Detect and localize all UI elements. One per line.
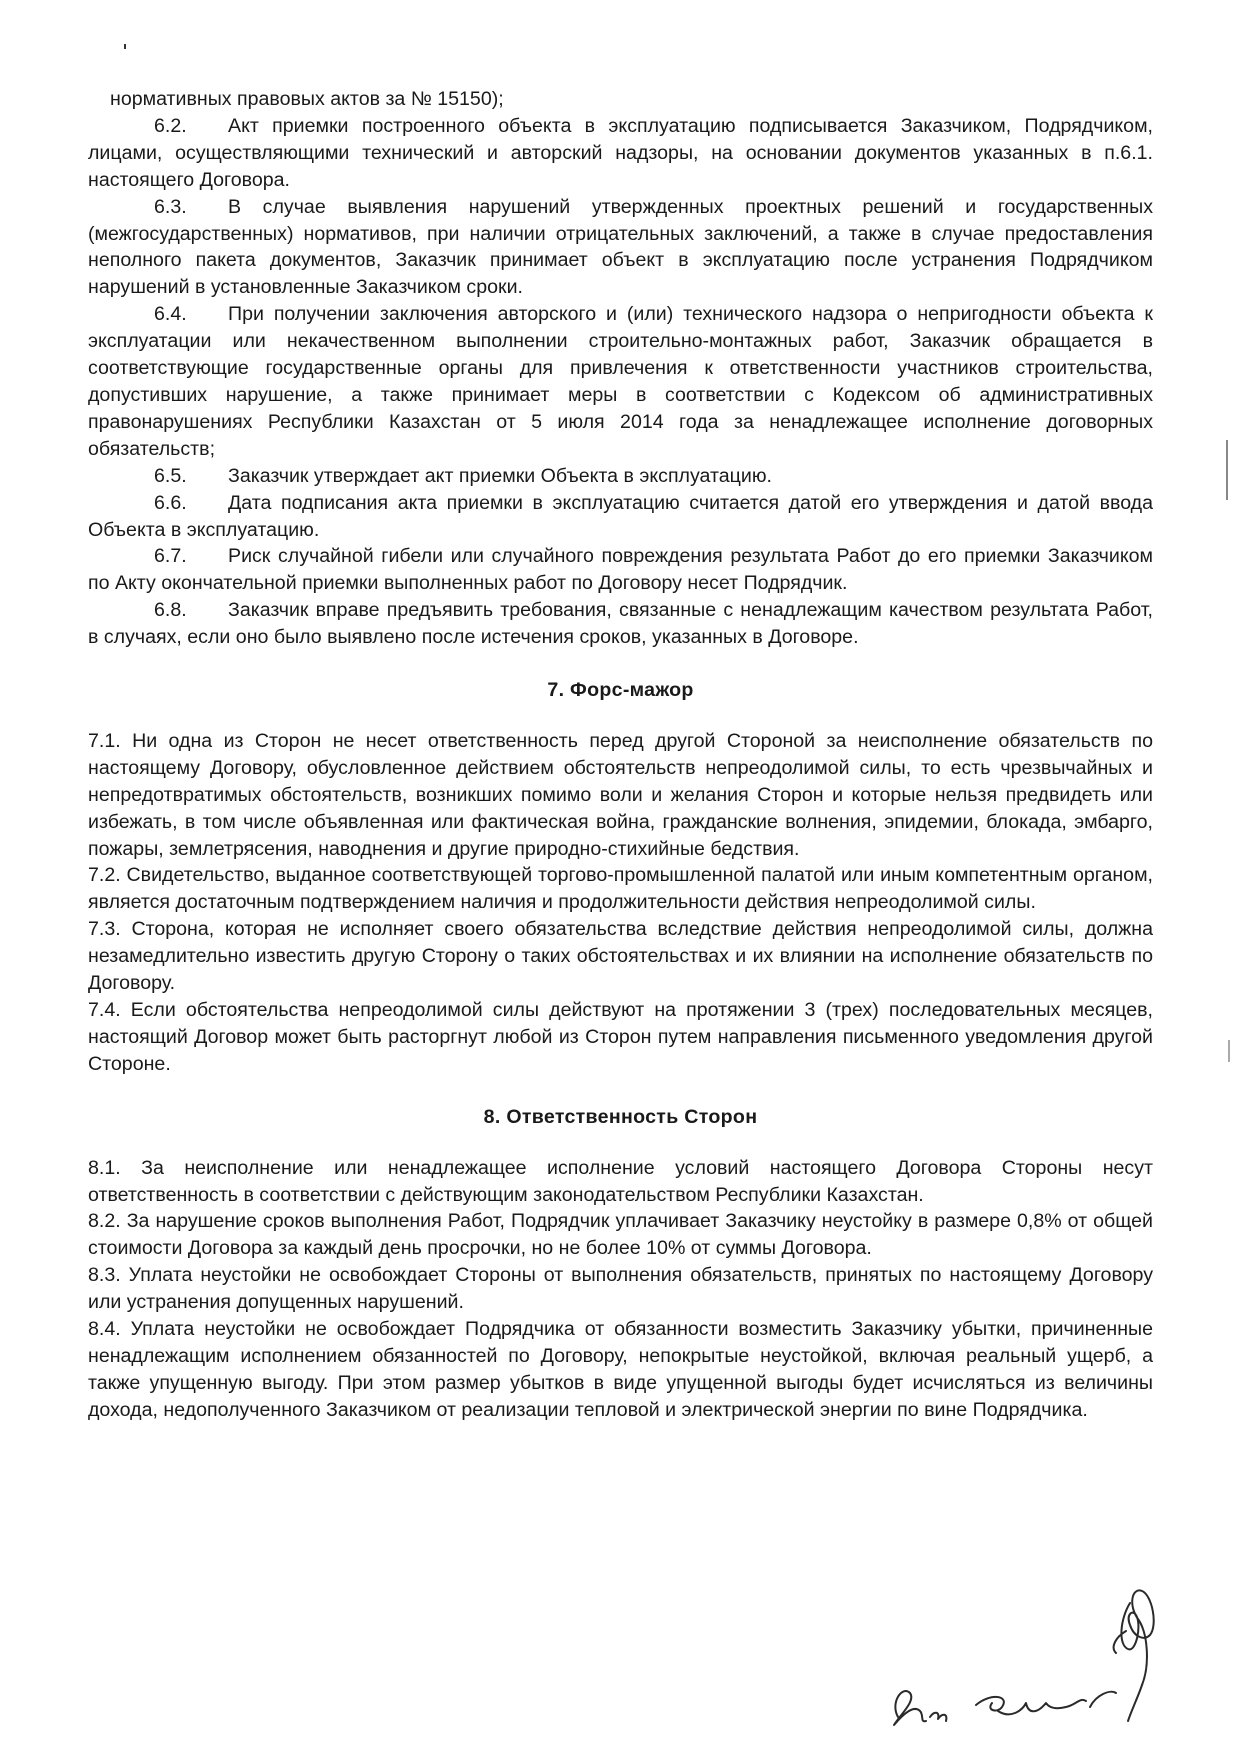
scan-mark: [1228, 1040, 1230, 1062]
clause-6-8: [88, 597, 1153, 651]
clause-text: Акт приемки построенного объекта в эксплуатацию подписывается Заказчиком, Подрядчиком, лицами, осуществляющими технический и авторский надзоры, на основании документов указанных в п.6.1. настоящего Договора.: [88, 114, 1153, 191]
clause-text: При получении заключения авторского и (или) технического надзора о непригодности объекта к эксплуатации или некачественном выполнении строительно-монтажных работ, Заказчик обращается в соответствующие государственные органы для привлечения к ответственности участников строительства, допустивших нарушение, а также принимает меры в соответствии с Кодексом об административных правонарушениях Республики Казахстан от 5 июля 2014 года за ненадлежащее исполнение договорных обязательств;: [88, 303, 1153, 460]
clause-number: 6.6.: [154, 491, 187, 514]
clause-text: Риск случайной гибели или случайного повреждения результата Работ до его приемки Заказчиком по Акту окончательной приемки выполненных работ по Договору несет Подрядчик.: [88, 545, 1153, 595]
clause-6-3: [88, 194, 1153, 302]
clause-8-1: 8.1. За неисполнение или ненадлежащее исполнение условий настоящего Договора Стороны несут ответственность в соответствии с действующим законодательством Республики Казахстан.: [88, 1156, 1153, 1206]
clause-6-5: [88, 463, 1153, 490]
section-heading-liability: 8. Ответственность Сторон: [483, 1105, 758, 1128]
clause-8-3: 8.3. Уплата неустойки не освобождает Стороны от выполнения обязательств, принятых по настоящему Договору или устранения допущенных нарушений.: [88, 1264, 1153, 1314]
clause-6-4: [88, 301, 1153, 462]
clause-number: 6.2.: [154, 114, 187, 137]
clause-7-1: 7.1. Ни одна из Сторон не несет ответственность перед другой Стороной за неисполнение обязательств по настоящему Договору, обусловленное действием обстоятельств непреодолимой силы, то есть чрезвычайных и непредотвратимых обстоятельств, возникших помимо воли и желания Сторон и которые нельзя предвидеть или избежать, в том числе объявленная или фактическая война, гражданские волнения, эпидемии, блокада, эмбарго, пожары, землетрясения, наводнения и другие природно-стихийные бедствия.: [88, 729, 1153, 860]
clause-8-2: 8.2. За нарушение сроков выполнения Работ, Подрядчик уплачивает Заказчику неустойку в размере 0,8% от общей стоимости Договора за каждый день просрочки, но не более 10% от суммы Договора.: [88, 1210, 1153, 1260]
clause-number: 6.4.: [154, 303, 187, 326]
clause-number: 6.5.: [154, 464, 187, 487]
clause-text: Дата подписания акта приемки в эксплуатацию считается датой его утверждения и датой ввода Объекта в эксплуатацию.: [88, 491, 1153, 541]
section-heading-force-majeure: 7. Форс-мажор: [547, 679, 694, 702]
continuation-text: нормативных правовых актов за № 15150);: [110, 88, 504, 110]
clause-text: Заказчик вправе предъявить требования, связанные с ненадлежащим качеством результата Работ, в случаях, если оно было выявлено после истечения сроков, указанных в Договоре.: [88, 599, 1153, 649]
clause-number: 6.8.: [154, 599, 187, 622]
scan-mark: [124, 44, 126, 49]
clause-text: В случае выявления нарушений утвержденных проектных решений и государственных (межгосударственных) нормативов, при наличии отрицательных заключений, а также в случае предоставления неполного пакета документов, Заказчик принимает объект в эксплуатацию после устранения Подрядчиком нарушений в установленные Заказчиком сроки.: [88, 195, 1153, 299]
clause-6-2: [88, 113, 1153, 194]
clause-number: 6.3.: [154, 195, 187, 218]
scan-mark: [1226, 440, 1228, 500]
clause-7-4: 7.4. Если обстоятельства непреодолимой силы действуют на протяжении 3 (трех) последовательных месяцев, настоящий Договор может быть расторгнут любой из Сторон путем направления письменного уведомления другой Стороне.: [88, 999, 1153, 1075]
document-page: [88, 86, 1153, 1424]
handwritten-signature: [880, 1585, 1180, 1735]
clause-8-4: 8.4. Уплата неустойки не освобождает Подрядчика от обязанности возместить Заказчику убытки, причиненные ненадлежащим исполнением обязанностей по Договору, непокрытые неустойкой, включая реальный ущерб, а также упущенную выгоду. При этом размер убытков в виде упущенной выгоды будет исчисляться из величины дохода, недополученного Заказчиком от реализации тепловой и электрической энергии по вине Подрядчика.: [88, 1318, 1153, 1421]
clause-text: Заказчик утверждает акт приемки Объекта в эксплуатацию.: [228, 464, 772, 487]
clause-6-6: [88, 490, 1153, 544]
clause-7-2: 7.2. Свидетельство, выданное соответствующей торгово-промышленной палатой или иным компетентным органом, является достаточным подтверждением наличия и продолжительности действия непреодолимой силы.: [88, 864, 1153, 914]
clause-number: 6.7.: [154, 545, 187, 568]
clause-7-3: 7.3. Сторона, которая не исполняет своего обязательства вследствие действия непреодолимой силы, должна незамедлительно известить другую Сторону о таких обстоятельствах и их влиянии на исполнение обязательств по Договору.: [88, 918, 1153, 995]
clause-6-7: [88, 543, 1153, 597]
